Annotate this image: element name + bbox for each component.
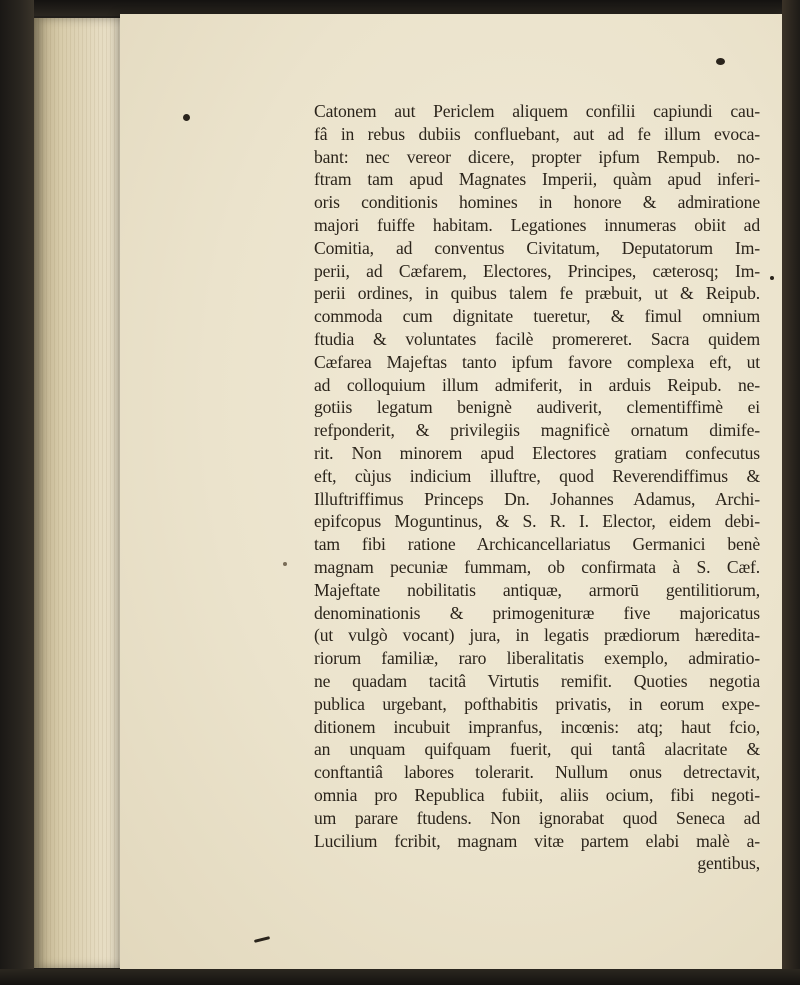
scan-left-edge — [0, 0, 34, 985]
text-line: (ut vulgò vocant) jura, in legatis prædiorum hæredita- — [314, 625, 760, 646]
text-line: Catonem aut Periclem aliquem confilii capiundi cau- — [314, 101, 760, 121]
text-line: magnam pecuniæ fummam, ob confirmata à S. Cæf. — [314, 556, 760, 577]
text-line: majori fuiffe habitam. Legationes innumeras obiit ad — [314, 214, 760, 235]
text-line: oris conditionis homines in honore & admiratione — [314, 192, 760, 213]
text-line: ftram tam apud Magnates Imperii, quàm apud inferi- — [314, 169, 760, 190]
text-line: fâ in rebus dubiis confluebant, aut ad fe illum evoca- — [314, 123, 760, 144]
text-line: eft, cùjus indicium illuftre, quod Reverendiffimus & — [314, 465, 760, 486]
text-line: conftantiâ labores tolerarit. Nullum onus detrectavit, — [314, 762, 760, 783]
catchword: gentibus, — [697, 853, 760, 874]
text-line: gotiis legatum benignè audiverit, clementiffimè ei — [314, 397, 760, 418]
text-line: perii, ad Cæfarem, Electores, Principes, cæterosq; Im- — [314, 260, 760, 281]
text-line: omnia pro Republica fubiit, aliis ocium, fibi negoti- — [314, 784, 760, 805]
body-text — [314, 100, 760, 875]
text-line: an unquam quifquam fuerit, qui tantâ alacritate & — [314, 739, 760, 760]
text-line: Lucilium fcribit, magnam vitæ partem elabi malè a- — [314, 830, 760, 851]
text-line: riorum familiæ, raro liberalitatis exemplo, admiratio- — [314, 648, 760, 669]
text-line: Majeftate nobilitatis antiquæ, armorū gentilitiorum, — [314, 579, 760, 600]
text-line: um parare ftudens. Non ignorabat quod Seneca ad — [314, 807, 760, 828]
scan-right-edge — [782, 0, 800, 985]
text-line: tam fibi ratione Archicancellariatus Germanici benè — [314, 534, 760, 555]
text-line: ne quadam tacitâ Virtutis remifit. Quoties negotia — [314, 670, 760, 691]
text-line: bant: nec vereor dicere, propter ipfum Rempub. no- — [314, 146, 760, 167]
text-line: ftudia & voluntates facilè promereret. Sacra quidem — [314, 328, 760, 349]
ink-speck — [283, 562, 287, 566]
text-line: denominationis & primogenituræ five majoricatus — [314, 602, 760, 623]
text-line: perii ordines, in quibus talem fe præbuit, ut & Reipub. — [314, 283, 760, 304]
text-line: epifcopus Moguntinus, & S. R. I. Elector, eidem debi- — [314, 511, 760, 532]
text-line: Cæfarea Majeftas tanto ipfum favore complexa eft, ut — [314, 351, 760, 372]
text-line: publica urgebant, pofthabitis privatis, in eorum expe- — [314, 693, 760, 714]
text-line: ditionem incubuit impranfus, incœnis: atq; haut fcio, — [314, 716, 760, 737]
text-line: rit. Non minorem apud Electores gratiam confecutus — [314, 442, 760, 463]
scan-bottom-edge — [0, 969, 800, 985]
text-line: Illuftriffimus Princeps Dn. Johannes Adamus, Archi- — [314, 488, 760, 509]
text-line: commoda cum dignitate tueretur, & fimul omnium — [314, 306, 760, 327]
ink-speck — [770, 276, 774, 280]
text-line: Comitia, ad conventus Civitatum, Deputatorum Im- — [314, 237, 760, 258]
ink-speck — [183, 114, 190, 121]
ink-speck — [716, 58, 725, 65]
text-line: refponderit, & privilegiis magnificè ornatum dimife- — [314, 420, 760, 441]
text-line: ad colloquium illum admiferit, in arduis Reipub. ne- — [314, 374, 760, 395]
